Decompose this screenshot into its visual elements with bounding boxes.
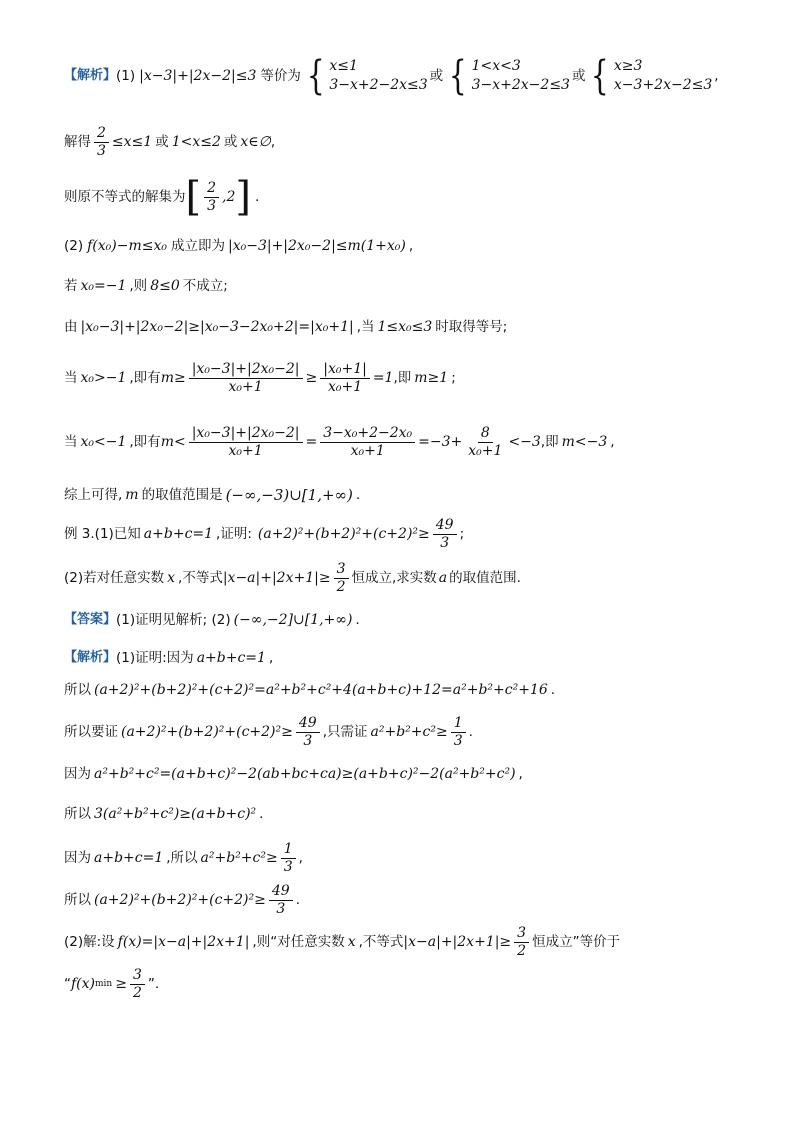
analysis-line-3 — [64, 712, 754, 752]
math: a+b+c=1 — [143, 526, 214, 542]
text: ,只需证 — [322, 724, 368, 740]
math: m≥1 — [414, 370, 449, 386]
fraction — [189, 361, 303, 396]
math: =1 — [372, 370, 394, 386]
solution-line-3 — [64, 175, 754, 219]
text: 所以 — [64, 806, 91, 822]
math: x∈∅ — [240, 134, 271, 150]
punct: , — [714, 68, 719, 84]
fraction — [94, 125, 109, 160]
text: ,即有 — [129, 370, 161, 386]
bracket-right: ] — [235, 174, 251, 220]
fraction — [320, 425, 415, 460]
analysis-tag: 【解析】 — [64, 68, 117, 83]
text: “ — [64, 976, 71, 992]
math: ≥ — [305, 370, 318, 386]
math: f(x)=|x−a|+|2x+1| — [117, 934, 250, 950]
math: a²+b²+c²=(a+b+c)²−2(ab+bc+ca)≥(a+b+c)²−2(a²+b²+c²) — [94, 766, 516, 782]
text: 或 — [223, 134, 238, 150]
part-label: (2) — [64, 238, 84, 254]
system-2: { 1<x<3 3−x+2x−2≤3 — [448, 53, 570, 99]
punct: , — [518, 766, 523, 782]
analysis-line-1 — [64, 648, 754, 668]
fraction-denominator: 3 — [276, 900, 286, 917]
fraction — [204, 180, 219, 215]
analysis-tag: 【解析】 — [64, 650, 117, 665]
text: 由 — [64, 319, 78, 335]
text: 解得 — [64, 134, 91, 150]
math: (a+2)²+(b+2)²+(c+2)²≥ — [121, 724, 293, 740]
math: f(x) — [71, 976, 96, 992]
fraction — [334, 561, 349, 596]
fraction-denominator: x₀+1 — [228, 442, 263, 459]
fraction-denominator: 2 — [132, 984, 142, 1001]
text: 则原不等式的解集为 — [64, 189, 186, 205]
text: 成立即为 — [170, 238, 225, 254]
solution-line-8 — [64, 420, 754, 464]
text: ,证明: — [216, 526, 252, 542]
solution-line-4 — [64, 236, 754, 256]
system-3-row-1: x≥3 — [613, 58, 643, 74]
text: 所以 — [64, 682, 91, 698]
text: ,则“对任意实数 — [252, 934, 345, 950]
text: 恒成立”等价于 — [532, 934, 621, 950]
fraction — [451, 715, 466, 750]
fraction-denominator: 2 — [336, 578, 346, 595]
solution-line-6 — [64, 317, 754, 337]
math: m — [125, 487, 139, 503]
fraction-numerator: 8 — [478, 425, 493, 443]
fraction-numerator: 3 — [514, 925, 529, 943]
math: f(x₀)−m≤x₀ — [87, 238, 167, 254]
equiv-text: 等价为 — [260, 68, 301, 84]
math: |x−a|+|2x+1|≥ — [403, 934, 512, 950]
solution-line-7 — [64, 356, 754, 400]
math: (−∞,−2]∪[1,+∞) — [233, 612, 353, 628]
math: x₀>−1 — [80, 370, 127, 386]
fraction — [296, 715, 320, 750]
fraction — [281, 841, 296, 876]
analysis-line-5 — [64, 802, 754, 826]
punct: , — [298, 850, 303, 866]
text: 时取得等号; — [435, 319, 508, 335]
punct: . — [255, 189, 260, 205]
punct: . — [355, 612, 360, 628]
fraction-denominator: 3 — [440, 534, 450, 551]
system-1-row-2: 3−x+2−2x≤3 — [329, 77, 428, 93]
math: x — [347, 934, 356, 950]
answer-tag: 【答案】 — [64, 612, 117, 627]
text: 恒成立,求实数 — [351, 570, 437, 586]
fraction-denominator: x₀+1 — [350, 442, 385, 459]
text: 当 — [64, 370, 78, 386]
fraction-numerator: 49 — [269, 883, 293, 901]
math: (−∞,−3)∪[1,+∞) — [225, 486, 353, 504]
subscript: min — [95, 979, 113, 989]
fraction-denominator: x₀+1 — [327, 378, 363, 395]
text: ,即有 — [129, 434, 161, 450]
math: m< — [160, 434, 186, 450]
or-text: 或 — [429, 68, 444, 84]
fraction — [320, 361, 370, 396]
text: 不成立; — [182, 278, 228, 294]
analysis-line-7 — [64, 880, 754, 920]
text: 的取值范围. — [449, 570, 521, 586]
math: (a+2)²+(b+2)²+(c+2)²≥ — [257, 526, 430, 542]
system-2-row-1: 1<x<3 — [471, 58, 521, 74]
text: 的取值范围是 — [141, 487, 223, 503]
math: =−3+ — [418, 434, 463, 450]
math: (a+2)²+(b+2)²+(c+2)²=a²+b²+c²+4(a+b+c)+12=a²+b²+c²+16 — [94, 682, 548, 698]
fraction-denominator: 3 — [207, 197, 217, 214]
text: 所以 — [64, 892, 91, 908]
analysis-line-6 — [64, 838, 754, 878]
math: ,2 — [222, 189, 236, 205]
text: 因为 — [64, 766, 91, 782]
fraction-numerator: 2 — [204, 180, 219, 198]
text: 所以要证 — [64, 724, 118, 740]
fraction — [130, 967, 145, 1002]
punct: , — [408, 238, 414, 254]
fraction-numerator: 1 — [281, 841, 296, 859]
text: (1)证明:因为 — [116, 650, 194, 666]
fraction-numerator: 3 — [334, 561, 349, 579]
solution-line-1 — [64, 53, 754, 99]
fraction-numerator: |x₀−3|+|2x₀−2| — [189, 361, 303, 379]
solution-line-2 — [64, 122, 754, 162]
math: m≥ — [160, 370, 186, 386]
fraction — [269, 883, 293, 918]
math: 1<x≤2 — [171, 134, 221, 150]
math: |x₀−3|+|2x₀−2|≥|x₀−3−2x₀+2|=|x₀+1| — [80, 319, 354, 335]
math: |x−a|+|2x+1|≥ — [222, 570, 331, 586]
math: (a+2)²+(b+2)²+(c+2)²≥ — [94, 892, 266, 908]
analysis-line-2 — [64, 680, 754, 700]
math: 3(a²+b²+c²)≥(a+b+c)² — [94, 806, 257, 822]
fraction-denominator: 2 — [517, 942, 527, 959]
punct: . — [355, 487, 361, 503]
fraction-numerator: 1 — [451, 715, 466, 733]
example-3-line — [64, 514, 754, 554]
text: ,即 — [393, 370, 412, 386]
math: 8≤0 — [150, 278, 180, 294]
system-3-row-2: x−3+2x−2≤3 — [613, 77, 713, 93]
fraction-denominator: x₀+1 — [468, 442, 503, 459]
punct: ”. — [147, 976, 160, 992]
punct: , — [610, 434, 615, 450]
analysis-line-9 — [64, 964, 754, 1004]
or-text: 或 — [571, 68, 586, 84]
math: ≤x≤1 — [111, 134, 153, 150]
system-2-row-2: 3−x+2x−2≤3 — [471, 77, 570, 93]
text: 因为 — [64, 850, 91, 866]
text: ,则 — [129, 278, 148, 294]
punct: . — [259, 806, 264, 822]
fraction-numerator: |x₀−3|+|2x₀−2| — [189, 425, 303, 443]
punct: . — [295, 892, 300, 908]
analysis-line-8 — [64, 922, 754, 962]
math: 1≤x₀≤3 — [377, 319, 433, 335]
analysis-line-4 — [64, 762, 754, 786]
text: ,所以 — [166, 850, 198, 866]
answer-line — [64, 610, 754, 630]
text: ,当 — [356, 319, 375, 335]
fraction-numerator: 49 — [433, 517, 457, 535]
text: 若 — [64, 278, 78, 294]
bracket-left: [ — [185, 174, 202, 220]
punct: ; — [459, 526, 465, 542]
math: a²+b²+c²≥ — [370, 724, 448, 740]
part-label: (1) — [116, 68, 136, 84]
math: a+b+c=1 — [196, 650, 266, 666]
text: 例 3.(1)已知 — [64, 526, 141, 542]
fraction — [465, 425, 505, 460]
fraction — [189, 425, 303, 460]
fraction-numerator: 3 — [130, 967, 145, 985]
solution-line-9 — [64, 484, 754, 506]
fraction-denominator: 3 — [453, 732, 463, 749]
math: |x₀−3|+|2x₀−2|≤m(1+x₀) — [227, 238, 406, 254]
text: (1)证明见解析; (2) — [116, 612, 231, 628]
math: <−3 — [508, 434, 541, 450]
math: x₀=−1 — [80, 278, 127, 294]
math: = — [305, 434, 318, 450]
fraction-numerator: 49 — [296, 715, 320, 733]
text: ,不等式 — [358, 934, 404, 950]
text: 综上可得, — [64, 487, 123, 503]
system-1: { x≤1 3−x+2−2x≤3 — [306, 53, 428, 99]
math: x — [167, 570, 176, 586]
text: 当 — [64, 434, 78, 450]
punct: . — [550, 682, 556, 698]
text: 或 — [155, 134, 169, 150]
fraction-denominator: x₀+1 — [228, 378, 263, 395]
text: (2)解:设 — [64, 934, 115, 950]
fraction — [433, 517, 457, 552]
system-1-row-1: x≤1 — [329, 58, 358, 74]
math: a²+b²+c²≥ — [200, 850, 278, 866]
math: m<−3 — [561, 434, 608, 450]
fraction-numerator: 3−x₀+2−2x₀ — [320, 425, 415, 443]
punct: ; — [451, 370, 456, 386]
math: a+b+c=1 — [94, 850, 164, 866]
fraction-denominator: 3 — [283, 858, 293, 875]
system-3: { x≥3 x−3+2x−2≤3 — [591, 53, 713, 99]
punct: , — [268, 650, 274, 666]
fraction-numerator: |x₀+1| — [320, 361, 370, 379]
math: a — [438, 570, 448, 586]
example-3-part-2 — [64, 558, 754, 598]
text: (2)若对任意实数 — [64, 570, 165, 586]
math: x₀<−1 — [80, 434, 127, 450]
fraction-numerator: 2 — [94, 125, 109, 143]
solution-line-5 — [64, 276, 754, 296]
fraction — [514, 925, 529, 960]
fraction-denominator: 3 — [97, 142, 106, 159]
fraction-denominator: 3 — [303, 732, 313, 749]
text: ,不等式 — [178, 570, 223, 586]
punct: , — [270, 134, 276, 150]
punct: . — [468, 724, 473, 740]
text: ,即 — [540, 434, 559, 450]
math: ≥ — [115, 976, 127, 992]
inequality: |x−3|+|2x−2|≤3 — [139, 68, 257, 84]
